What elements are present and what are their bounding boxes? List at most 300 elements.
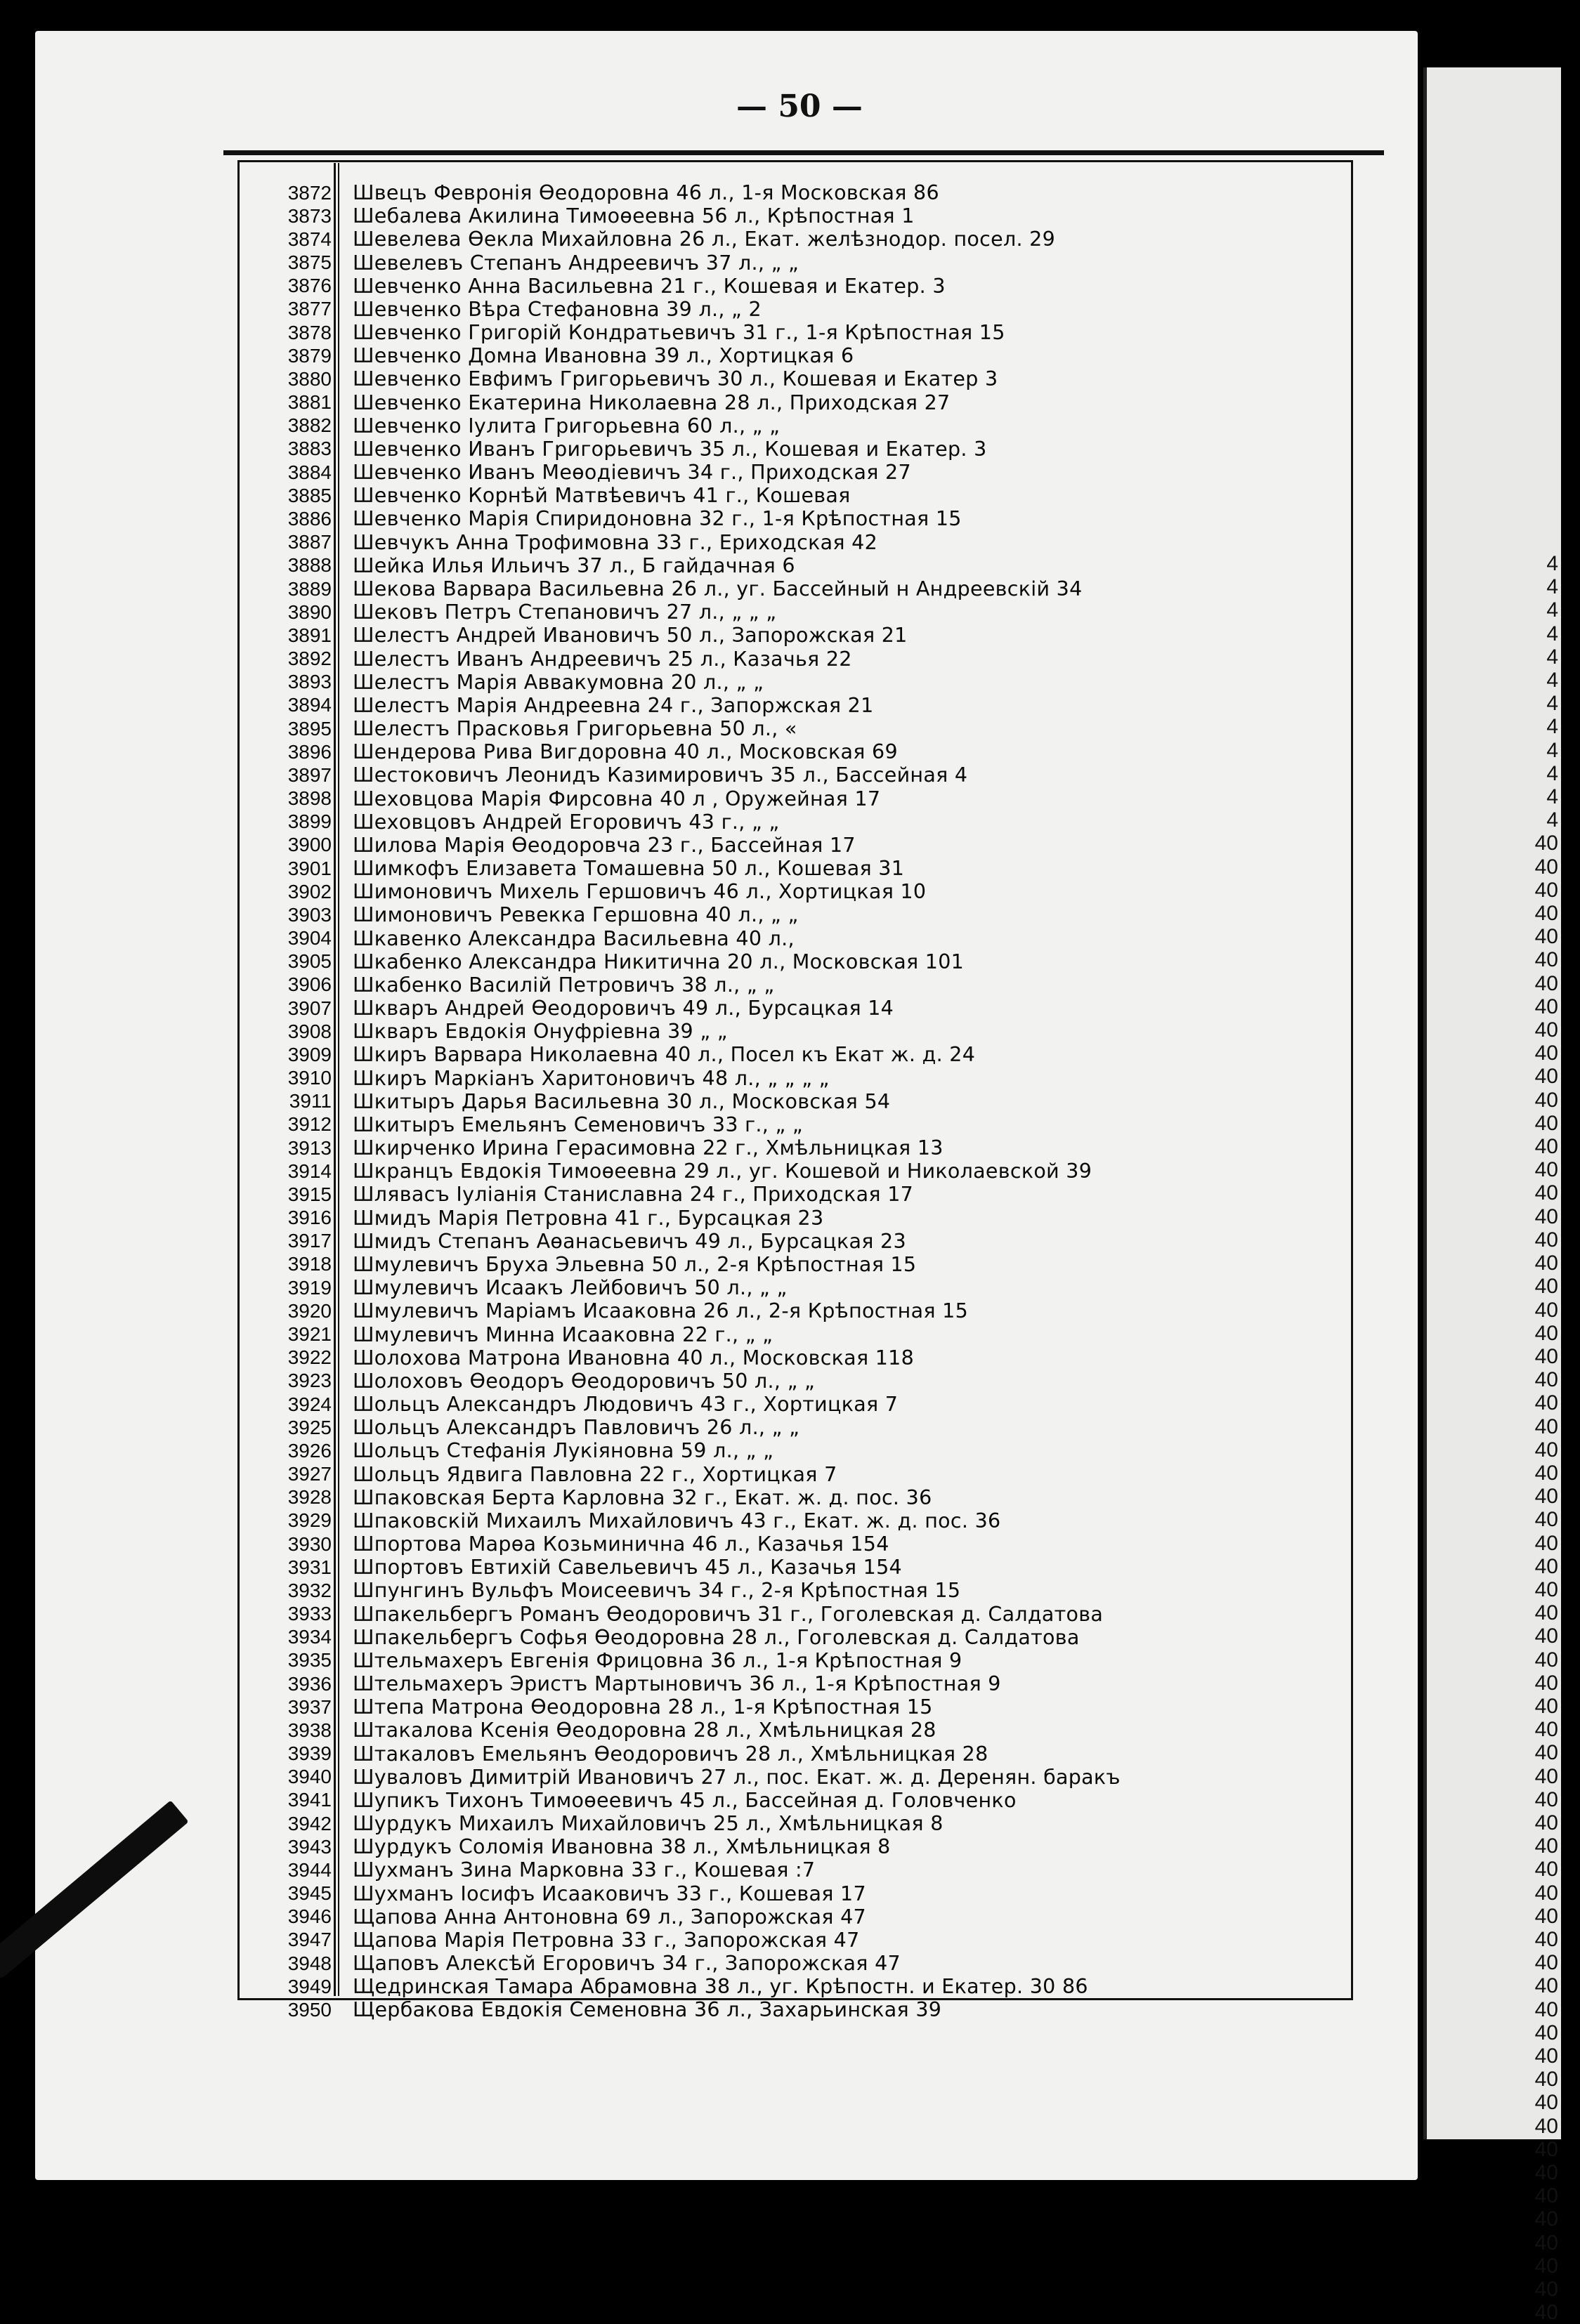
list-item [250,1905,1332,1929]
entry-number: 3885 [287,484,332,506]
margin-fragment: 4 [1546,692,1558,716]
margin-fragment: 40 [1534,2161,1558,2185]
list-item [250,787,1332,810]
entry-number: 3924 [287,1393,332,1415]
entry-number: 3940 [287,1766,332,1788]
entry-number: 3932 [287,1579,332,1601]
entry-text: Шмидъ Марія Петровна 41 г., Бурсацкая 23 [353,1206,824,1230]
entry-number: 3902 [287,880,332,902]
list-item [250,671,1332,694]
margin-fragment: 40 [1534,994,1558,1018]
entry-number: 3949 [287,1975,332,1997]
entry-number: 3950 [287,1998,332,2021]
entry-number: 3943 [287,1835,332,1858]
list-item [250,1183,1332,1206]
entry-text: Щапова Анна Антоновна 69 л., Запорожская 47 [353,1905,866,1929]
entry-text: Щапова Марія Петровна 33 г., Запорожская 47 [353,1928,860,1952]
list-item [250,484,1332,507]
list-item [250,1090,1332,1113]
entry-number: 3930 [287,1532,332,1555]
list-item [250,717,1332,740]
list-item [250,438,1332,461]
list-item [250,950,1332,973]
entry-number: 3933 [287,1603,332,1625]
entry-number: 3886 [287,507,332,530]
entry-number: 3948 [287,1952,332,1974]
entry-number: 3925 [287,1416,332,1438]
list-item [250,763,1332,787]
entry-number: 3915 [287,1183,332,1205]
entry-text: Шекова Варвара Васильевна 26 л., уг. Бассейный н Андреевскій 34 [353,577,1083,600]
entry-text: Шкиръ Маркіанъ Харитоновичъ 48 л., „ „ „ „ [353,1066,830,1090]
list-item [250,554,1332,577]
entry-text: Шмулевичъ Исаакъ Лейбовичъ 50 л., „ „ [353,1276,788,1300]
margin-fragment: 40 [1534,1997,1558,2021]
list-item [250,181,1332,204]
entry-text: Шевелевъ Степанъ Андреевичъ 37 л., „ „ [353,251,799,275]
list-item [250,1160,1332,1183]
margin-fragment: 4 [1546,715,1558,739]
entry-text: Шпортовъ Евтихій Савельевичъ 45 л., Казачья 154 [353,1556,902,1580]
entry-number: 3919 [287,1276,332,1299]
entry-text: Шпортова Марѳа Козьминична 46 л., Казачья 154 [353,1532,889,1556]
entry-number: 3936 [287,1672,332,1695]
list-item [250,1975,1332,1998]
list-item [250,1486,1332,1509]
entry-text: Шмулевичъ Минна Исааковна 22 г., „ „ [353,1322,773,1346]
list-item [250,1858,1332,1882]
entry-text: Шеховцовъ Андрей Егоровичъ 43 г., „ „ [353,810,780,834]
directory-list [250,181,1332,2022]
entry-number: 3889 [287,577,332,600]
margin-fragment: 40 [1534,1204,1558,1228]
entry-number: 3921 [287,1323,332,1345]
margin-fragment: 4 [1546,575,1558,599]
entry-number: 3877 [287,298,332,320]
list-item [250,647,1332,670]
list-item [250,624,1332,647]
entry-text: Шухманъ Зина Марковна 33 г., Кошевая :7 [353,1858,816,1882]
margin-fragment: 40 [1534,878,1558,902]
margin-fragment: 40 [1534,1368,1558,1392]
margin-fragment: 40 [1534,1135,1558,1159]
list-item [250,1742,1332,1766]
entry-text: Шупикъ Тихонъ Тимоѳеевичъ 45 л., Бассейная д. Головченко [353,1788,1017,1812]
list-item [250,321,1332,344]
entry-text: Шкваръ Евдокія Онуфріевна 39 „ „ [353,1020,728,1044]
margin-fragment: 40 [1534,2021,1558,2044]
entry-number: 3945 [287,1882,332,1905]
margin-fragment: 40 [1534,1181,1558,1205]
list-item [250,228,1332,251]
list-item [250,1276,1332,1299]
margin-fragment: 40 [1534,1414,1558,1438]
list-item [250,275,1332,298]
entry-text: Шпакельбергъ Романъ Өеодоровичъ 31 г., Гоголевская д. Салдатова [353,1602,1104,1626]
margin-fragment: 40 [1534,2091,1558,2115]
entry-number: 3923 [287,1370,332,1392]
entry-text: Шевченко Евфимъ Григорьевичъ 30 л., Кошевая и Екатер 3 [353,367,998,391]
entry-text: Шевченко Іулита Григорьевна 60 л., „ „ [353,414,781,438]
entry-number: 3931 [287,1556,332,1578]
entry-text: Шурдукъ Соломія Ивановна 38 л., Хмѣльницкая 8 [353,1835,891,1859]
entry-number: 3911 [289,1090,332,1112]
entry-text: Шимкофъ Елизавета Томашевна 50 л., Кошевая 31 [353,857,905,881]
entry-text: Шевченко Домна Ивановна 39 л., Хортицкая 6 [353,344,854,368]
margin-fragment: 4 [1546,645,1558,669]
margin-fragment: 40 [1534,925,1558,949]
list-item [250,1719,1332,1742]
entry-number: 3909 [287,1043,332,1065]
entry-text: Шкваръ Андрей Өеодоровичъ 49 л., Бурсацкая 14 [353,997,894,1020]
list-item [250,577,1332,600]
margin-fragment: 40 [1534,2114,1558,2138]
margin-fragment: 40 [1534,1158,1558,1182]
margin-fragment: 40 [1534,1554,1558,1578]
list-item [250,1230,1332,1253]
entry-text: Шеховцова Марія Фирсовна 40 л , Оружейная 17 [353,787,881,810]
entry-number: 3914 [287,1160,332,1182]
entry-number: 3944 [287,1858,332,1881]
entry-text: Шуваловъ Димитрій Ивановичъ 27 л., пос. Екат. ж. д. Деренян. баракъ [353,1765,1121,1789]
entry-number: 3900 [287,834,332,856]
margin-fragment: 40 [1534,1787,1558,1811]
entry-text: Штепа Матрона Өеодоровна 28 л., 1-я Крѣпостная 15 [353,1695,933,1719]
entry-number: 3882 [287,414,332,437]
entry-text: Шкавенко Александра Васильевна 40 л., [353,926,795,950]
entry-text: Шкирченко Ирина Герасимовна 22 г., Хмѣльницкая 13 [353,1136,944,1160]
entry-number: 3941 [287,1789,332,1811]
margin-fragment: 40 [1534,1018,1558,1042]
entry-text: Шимоновичъ Ревекка Гершовна 40 л., „ „ [353,903,799,927]
entry-text: Шольцъ Александръ Павловичъ 26 л., „ „ [353,1416,800,1440]
entry-number: 3893 [287,671,332,693]
list-item [250,1929,1332,1952]
list-item [250,1439,1332,1462]
entry-text: Шмулевичъ Маріамъ Исааковна 26 л., 2-я Крѣпостная 15 [353,1299,969,1323]
margin-fragment: 40 [1534,902,1558,926]
entry-number: 3908 [287,1020,332,1042]
margin-fragment: 40 [1534,2137,1558,2161]
entry-number: 3876 [287,275,332,297]
entry-text: Шевченко Иванъ Григорьевичъ 35 л., Кошевая и Екатер. 3 [353,437,987,461]
list-item [250,1393,1332,1416]
entry-text: Штакаловъ Емельянъ Өеодоровичъ 28 л., Хмѣльницкая 28 [353,1742,988,1766]
entry-number: 3884 [287,461,332,483]
entry-text: Шебалева Акилина Тимоѳеевна 56 л., Крѣпостная 1 [353,204,915,228]
margin-fragment: 40 [1534,2278,1558,2302]
entry-text: Шмулевичъ Бруха Эльевна 50 л., 2-я Крѣпостная 15 [353,1252,917,1276]
margin-fragment: 40 [1534,1111,1558,1135]
margin-fragment: 40 [1534,1648,1558,1672]
margin-fragment: 40 [1534,971,1558,995]
entry-text: Шлявасъ Іуліанія Станиславна 24 г., Приходская 17 [353,1183,914,1207]
entry-text: Шурдукъ Михаилъ Михайловичъ 25 л., Хмѣльницкая 8 [353,1812,944,1836]
margin-fragment: 40 [1534,1461,1558,1485]
list-item [250,507,1332,530]
entry-text: Шкитыръ Дарья Васильевна 30 л., Московская 54 [353,1089,891,1113]
list-item [250,1882,1332,1905]
entry-number: 3904 [287,927,332,950]
list-item [250,1649,1332,1672]
entry-text: Шолохова Матрона Ивановна 40 л., Московская 118 [353,1346,915,1370]
entry-text: Шековъ Петръ Степановичъ 27 л., „ „ „ [353,600,777,624]
margin-fragment: 4 [1546,598,1558,622]
list-item [250,1766,1332,1789]
entry-text: Шелестъ Иванъ Андреевичъ 25 л., Казачья 22 [353,647,852,671]
entry-number: 3891 [287,624,332,646]
entry-text: Шелестъ Марія Андреевна 24 г., Запоржская 21 [353,693,874,717]
margin-fragment: 40 [1534,1275,1558,1299]
page-gutter-edge [1423,67,1427,2139]
list-item [250,1299,1332,1322]
entry-number: 3946 [287,1905,332,1928]
entry-text: Шелестъ Прасковья Григорьевна 50 л., « [353,717,797,741]
margin-fragment: 40 [1534,1531,1558,1555]
list-item [250,834,1332,857]
margin-fragment: 40 [1534,1252,1558,1275]
entry-text: Шпаковская Берта Карловна 32 г., Екат. ж. д. пос. 36 [353,1485,932,1509]
margin-fragment: 4 [1546,738,1558,762]
entry-text: Шевченко Екатерина Николаевна 28 л., Приходская 27 [353,390,951,414]
list-item [250,1136,1332,1160]
margin-fragment: 40 [1534,1344,1558,1368]
margin-fragment: 40 [1534,1718,1558,1742]
margin-fragment: 40 [1534,1671,1558,1695]
entry-number: 3897 [287,763,332,786]
list-item [250,1952,1332,1975]
list-item [250,1695,1332,1719]
list-item [250,1346,1332,1370]
list-item [250,1672,1332,1695]
margin-fragment: 40 [1534,1065,1558,1089]
margin-fragment: 4 [1546,669,1558,692]
list-item [250,1532,1332,1556]
entry-text: Шевченко Анна Васильевна 21 г., Кошевая и Екатер. 3 [353,274,946,298]
entry-number: 3873 [287,204,332,227]
entry-number: 3875 [287,251,332,274]
entry-number: 3927 [287,1463,332,1485]
entry-text: Шейка Илья Ильичъ 37 л., Б гайдачная 6 [353,553,795,577]
list-item [250,903,1332,926]
list-item [250,810,1332,834]
list-item [250,1020,1332,1043]
margin-fragment: 40 [1534,1624,1558,1648]
margin-fragment: 40 [1534,832,1558,855]
margin-fragment: 40 [1534,1741,1558,1765]
entry-text: Шкитыръ Емельянъ Семеновичъ 33 г., „ „ [353,1112,803,1136]
entry-text: Щедринская Тамара Абрамовна 38 л., уг. Крѣпостн. и Екатер. 30 86 [353,1975,1088,1999]
entry-text: Шевченко Вѣра Стефановна 39 л., „ 2 [353,297,762,321]
margin-fragment: 40 [1534,1974,1558,1998]
entry-number: 3942 [287,1812,332,1834]
margin-fragment: 4 [1546,622,1558,645]
entry-number: 3947 [287,1929,332,1951]
entry-number: 3926 [287,1439,332,1462]
margin-fragment: 40 [1534,1858,1558,1882]
entry-number: 3890 [287,600,332,623]
entry-text: Штельмахеръ Евгенія Фрицовна 36 л., 1-я Крѣпостная 9 [353,1648,962,1672]
list-item [250,344,1332,367]
entry-number: 3880 [287,367,332,390]
entry-number: 3894 [287,694,332,716]
entry-number: 3888 [287,554,332,577]
entry-number: 3935 [287,1649,332,1672]
entry-number: 3928 [287,1486,332,1509]
list-item [250,927,1332,950]
margin-fragment: 40 [1534,2301,1558,2324]
entry-text: Шолоховъ Өеодоръ Өеодоровичъ 50 л., „ „ [353,1369,816,1393]
entry-number: 3892 [287,648,332,670]
list-item [250,1998,1332,2021]
margin-fragment: 40 [1534,1042,1558,1065]
entry-text: Шкабенко Александра Никитична 20 л., Московская 101 [353,950,965,973]
list-item [250,740,1332,763]
entry-text: Шпунгинъ Вульфъ Моисеевичъ 34 г., 2-я Крѣпостная 15 [353,1579,961,1603]
list-item [250,1253,1332,1276]
margin-fragment: 40 [1534,1881,1558,1905]
entry-number: 3896 [287,740,332,763]
entry-text: Шевчукъ Анна Трофимовна 33 г., Ериходская 42 [353,530,878,554]
entry-text: Шилова Марія Өеодоровча 23 г., Бассейная 17 [353,833,856,857]
list-item [250,1626,1332,1649]
entry-text: Шелестъ Андрей Ивановичъ 50 л., Запорожская 21 [353,624,908,648]
list-item [250,251,1332,275]
margin-fragment: 40 [1534,1764,1558,1788]
margin-fragment: 40 [1534,1577,1558,1601]
entry-text: Шимоновичъ Михель Гершовичъ 46 л., Хортицкая 10 [353,880,927,904]
list-item [250,997,1332,1020]
list-item [250,694,1332,717]
entry-number: 3903 [287,903,332,926]
entry-text: Щербакова Евдокія Семеновна 36 л., Захарьинская 39 [353,1998,942,2022]
adjacent-page-numbers [1530,552,1558,2324]
margin-fragment: 40 [1534,1811,1558,1834]
entry-number: 3901 [287,857,332,879]
list-item [250,391,1332,414]
entry-number: 3937 [287,1695,332,1718]
list-item [250,298,1332,321]
entry-text: Шухманъ Іосифъ Исааковичъ 33 г., Кошевая 17 [353,1882,866,1905]
entry-text: Шпаковскій Михаилъ Михайловичъ 43 г., Екат. ж. д. пос. 36 [353,1509,1001,1532]
list-item [250,531,1332,554]
margin-fragment: 40 [1534,1485,1558,1509]
entry-text: Шевченко Иванъ Меѳодіевичъ 34 г., Приходская 27 [353,461,911,485]
margin-fragment: 4 [1546,785,1558,809]
margin-fragment: 40 [1534,1951,1558,1975]
margin-fragment: 40 [1534,1834,1558,1858]
adjacent-page-strip [1423,67,1561,2324]
margin-fragment: 40 [1534,1438,1558,1462]
entry-text: Шевченко Марія Спиридоновна 32 г., 1-я Крѣпостная 15 [353,507,962,531]
entry-text: Швецъ Февронія Өеодоровна 46 л., 1-я Московская 86 [353,181,939,205]
entry-text: Шевелева Өекла Михайловна 26 л., Екат. желѣзнодор. посел. 29 [353,228,1056,251]
list-item [250,1789,1332,1812]
entry-number: 3920 [287,1299,332,1322]
list-item [250,1835,1332,1858]
entry-number: 3898 [287,787,332,810]
margin-fragment: 40 [1534,2044,1558,2068]
entry-number: 3905 [287,950,332,973]
margin-fragment: 40 [1534,2231,1558,2254]
entry-number: 3913 [287,1136,332,1159]
list-item [250,414,1332,438]
entry-number: 3938 [287,1719,332,1741]
entry-text: Шестоковичъ Леонидъ Казимировичъ 35 л., Бассейная 4 [353,763,968,787]
margin-fragment: 4 [1546,761,1558,785]
entry-text: Шольцъ Александръ Людовичъ 43 г., Хортицкая 7 [353,1393,899,1417]
entry-text: Щаповъ Алексѣй Егоровичъ 34 г., Запорожская 47 [353,1952,901,1976]
entry-text: Шольцъ Стефанія Лукіяновна 59 л., „ „ [353,1439,774,1463]
list-item [250,1322,1332,1346]
list-item [250,857,1332,880]
margin-fragment: 40 [1534,1904,1558,1928]
entry-number: 3887 [287,531,332,553]
list-item [250,1043,1332,1066]
entry-text: Шевченко Корнѣй Матвѣевичъ 41 г., Кошевая [353,484,851,508]
list-item [250,1113,1332,1136]
entry-number: 3934 [287,1626,332,1648]
list-item [250,1509,1332,1532]
list-item [250,204,1332,228]
margin-fragment: 40 [1534,1391,1558,1415]
margin-fragment: 40 [1534,1321,1558,1345]
margin-fragment: 4 [1546,552,1558,575]
page-number: — 50 — [736,88,863,124]
entry-number: 3881 [287,391,332,414]
entry-text: Шкабенко Василій Петровичъ 38 л., „ „ [353,973,775,997]
entry-text: Шелестъ Марія Аввакумовна 20 л., „ „ [353,670,764,694]
margin-fragment: 40 [1534,1228,1558,1252]
list-item [250,1462,1332,1485]
entry-text: Шкиръ Варвара Николаевна 40 л., Посел къ Екат ж. д. 24 [353,1043,976,1067]
entry-number: 3872 [287,181,332,204]
entry-number: 3878 [287,321,332,343]
entry-number: 3929 [287,1509,332,1532]
entry-number: 3879 [287,344,332,367]
margin-fragment: 40 [1534,948,1558,972]
list-item [250,1602,1332,1625]
margin-fragment: 40 [1534,1508,1558,1532]
margin-fragment: 40 [1534,1298,1558,1322]
entry-number: 3906 [287,973,332,996]
margin-fragment: 40 [1534,2068,1558,2092]
entry-text: Шкранцъ Евдокія Тимоѳеевна 29 л., уг. Кошевой и Николаевской 39 [353,1160,1092,1183]
margin-fragment: 40 [1534,2207,1558,2231]
list-item [250,367,1332,390]
entry-text: Шевченко Григорій Кондратьевичъ 31 г., 1-я Крѣпостная 15 [353,321,1005,345]
entry-number: 3899 [287,810,332,833]
list-item [250,1067,1332,1090]
entry-number: 3918 [287,1253,332,1275]
entry-number: 3917 [287,1230,332,1252]
list-item [250,600,1332,624]
margin-fragment: 40 [1534,1694,1558,1718]
list-item [250,973,1332,997]
entry-number: 3895 [287,717,332,740]
entry-number: 3874 [287,228,332,250]
entry-number: 3922 [287,1346,332,1369]
entry-number: 3912 [287,1113,332,1136]
margin-fragment: 40 [1534,1088,1558,1112]
margin-fragment: 4 [1546,808,1558,832]
entry-text: Шпакельбергъ Софья Өеодоровна 28 л., Гоголевская д. Салдатова [353,1625,1080,1649]
entry-text: Штакалова Ксенія Өеодоровна 28 л., Хмѣльницкая 28 [353,1719,936,1742]
list-item [250,1370,1332,1393]
list-item [250,1207,1332,1230]
margin-fragment: 40 [1534,1927,1558,1951]
list-item [250,1579,1332,1602]
